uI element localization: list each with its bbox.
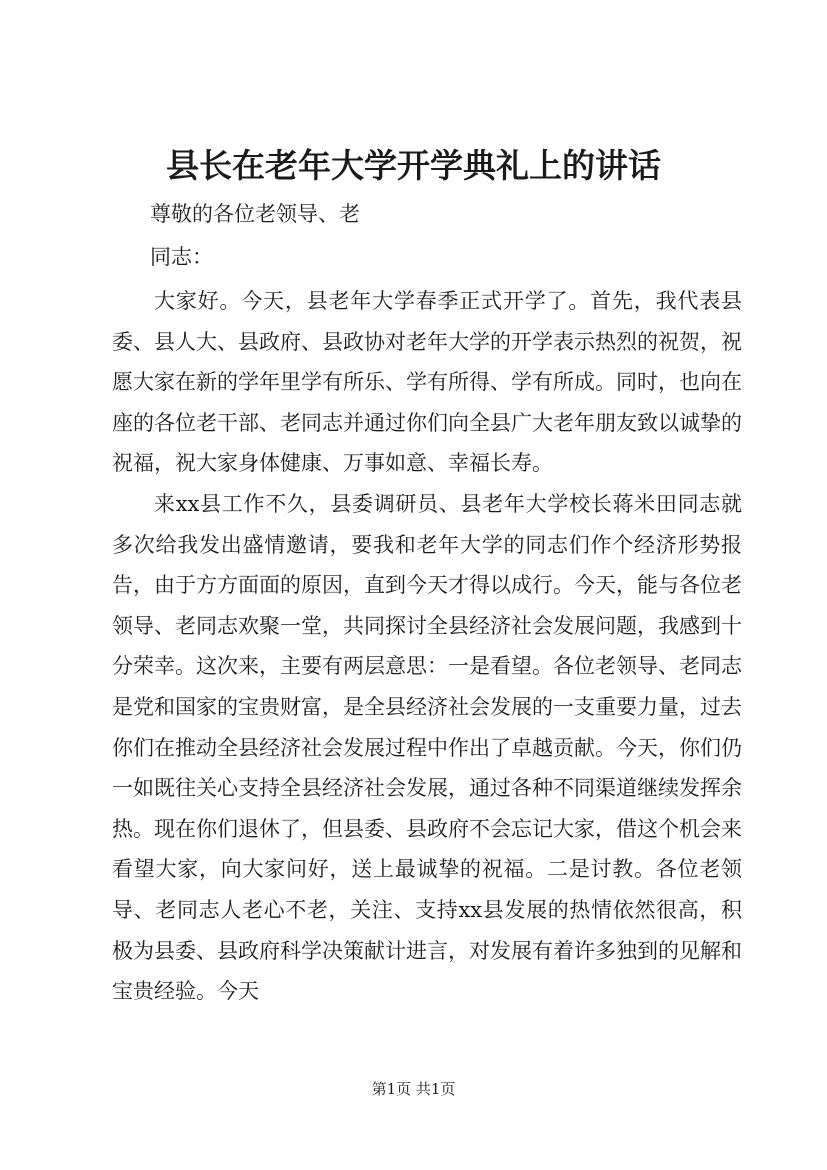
salutation-line-2: 同志： (150, 245, 213, 269)
document-title: 县长在老年大学开学典礼上的讲话 (166, 146, 661, 185)
salutation-line-1: 尊敬的各位老领导、老 (150, 202, 360, 226)
paragraph: 大家好。今天，县老年大学春季正式开学了。首先，我代表县委、县人大、县政府、县政协对老年大学的开学表示热烈的祝贺，祝愿大家在新的学年里学有所乐、学有所得、学有所成。同时，也向在座的各位老干部、老同志并通过你们向全县广大老年朋友致以诚挚的祝福，祝大家身体健康、万事如意、幸福长寿。 (112, 289, 742, 476)
page-footer: 第1页 共1页 (371, 1080, 456, 1098)
document-body (112, 281, 742, 1012)
paragraph: 来xx县工作不久，县委调研员、县老年大学校长蒋米田同志就多次给我发出盛情邀请，要我和老年大学的同志们作个经济形势报告，由于方方面面的原因，直到今天才得以成行。今天，能与各位老领导、老同志欢聚一堂，共同探讨全县经济社会发展问题，我感到十分荣幸。这次来，主要有两层意思：一是看望。各位老领导、老同志是党和国家的宝贵财富，是全县经济社会发展的一支重要力量，过去你们在推动全县经济社会发展过程中作出了卓越贡献。今天，你们仍一如既往关心支持全县经济社会发展，通过各种不同渠道继续发挥余热。现在你们退休了，但县委、县政府不会忘记大家，借这个机会来看望大家，向大家问好，送上最诚挚的祝福。二是讨教。各位老领导、老同志人老心不老，关注、支持xx县发展的热情依然很高，积极为县委、县政府科学决策献计进言，对发展有着许多独到的见解和宝贵经验。今天 (112, 491, 742, 1004)
